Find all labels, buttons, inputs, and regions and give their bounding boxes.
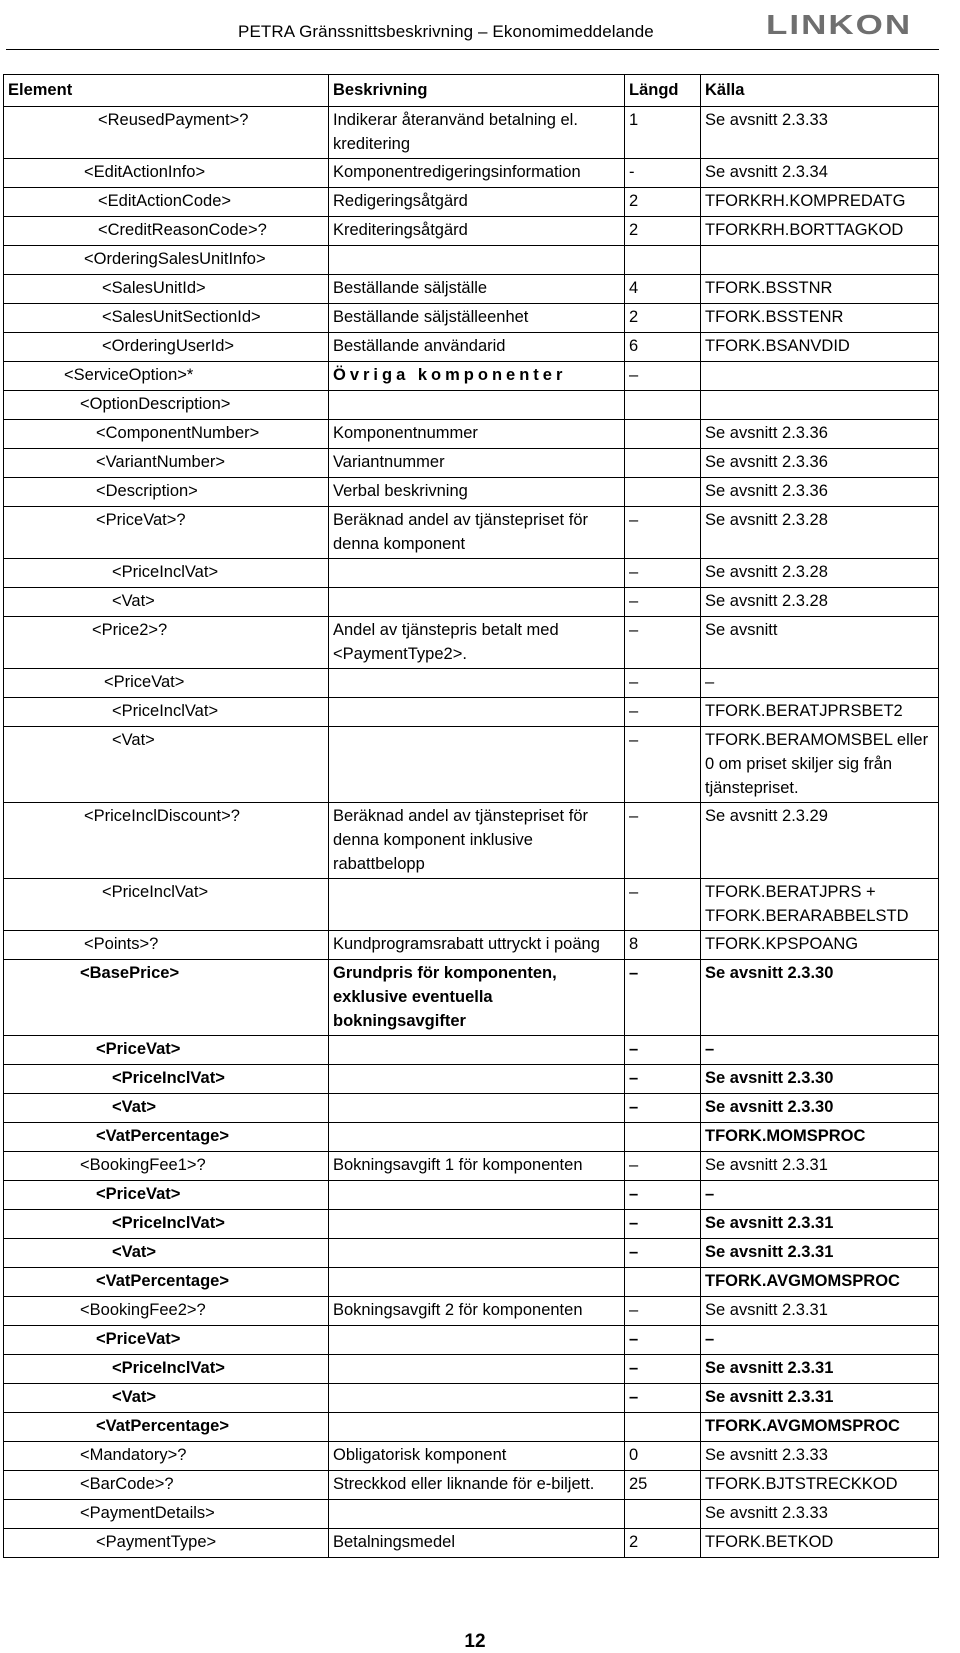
cell-element: <Points>? bbox=[4, 931, 329, 960]
cell-source: Se avsnitt 2.3.30 bbox=[701, 1094, 939, 1123]
cell-element: <BookingFee2>? bbox=[4, 1297, 329, 1326]
table-row bbox=[4, 362, 939, 391]
cell-source: – bbox=[701, 1181, 939, 1210]
table-row bbox=[4, 1413, 939, 1442]
cell-description bbox=[329, 1094, 625, 1123]
cell-element: <PriceInclVat> bbox=[4, 698, 329, 727]
cell-description bbox=[329, 1036, 625, 1065]
cell-description: Betalningsmedel bbox=[329, 1529, 625, 1558]
cell-description: Beställande säljställeenhet bbox=[329, 304, 625, 333]
table-row bbox=[4, 559, 939, 588]
cell-element: <PaymentType> bbox=[4, 1529, 329, 1558]
cell-description: Beräknad andel av tjänstepriset för denna komponent bbox=[329, 507, 625, 559]
table-row bbox=[4, 698, 939, 727]
cell-description: Grundpris för komponenten, exklusive eventuella bokningsavgifter bbox=[329, 960, 625, 1036]
document-title: PETRA Gränssnittsbeskrivning – Ekonomimeddelande bbox=[238, 22, 654, 41]
cell-description: Indikerar återanvänd betalning el. kreditering bbox=[329, 107, 625, 159]
column-header-length: Längd bbox=[625, 75, 701, 107]
cell-element: <SalesUnitSectionId> bbox=[4, 304, 329, 333]
cell-element: <PriceVat> bbox=[4, 1036, 329, 1065]
cell-element: <PriceVat> bbox=[4, 669, 329, 698]
cell-source: Se avsnitt bbox=[701, 617, 939, 669]
cell-length: – bbox=[625, 1326, 701, 1355]
cell-description: Övriga komponenter bbox=[329, 362, 625, 391]
table-row bbox=[4, 960, 939, 1036]
cell-length: – bbox=[625, 588, 701, 617]
cell-element: <Vat> bbox=[4, 727, 329, 803]
cell-element: <PriceInclVat> bbox=[4, 559, 329, 588]
table-body bbox=[4, 107, 939, 1558]
table-row bbox=[4, 669, 939, 698]
cell-element: <Description> bbox=[4, 478, 329, 507]
table-row bbox=[4, 391, 939, 420]
cell-element: <BookingFee1>? bbox=[4, 1152, 329, 1181]
cell-source: Se avsnitt 2.3.31 bbox=[701, 1152, 939, 1181]
cell-source: TFORK.AVGMOMSPROC bbox=[701, 1413, 939, 1442]
cell-length: – bbox=[625, 617, 701, 669]
table-row bbox=[4, 107, 939, 159]
cell-source bbox=[701, 362, 939, 391]
cell-description: Obligatorisk komponent bbox=[329, 1442, 625, 1471]
table-row bbox=[4, 1471, 939, 1500]
cell-description: Streckkod eller liknande för e-biljett. bbox=[329, 1471, 625, 1500]
cell-element: <Price2>? bbox=[4, 617, 329, 669]
cell-description bbox=[329, 1210, 625, 1239]
cell-description bbox=[329, 559, 625, 588]
page-number: 12 bbox=[464, 1631, 486, 1652]
cell-element: <PriceInclVat> bbox=[4, 1065, 329, 1094]
cell-description bbox=[329, 1413, 625, 1442]
cell-source: Se avsnitt 2.3.36 bbox=[701, 420, 939, 449]
cell-length: – bbox=[625, 507, 701, 559]
cell-source: Se avsnitt 2.3.28 bbox=[701, 507, 939, 559]
cell-length: – bbox=[625, 1152, 701, 1181]
cell-description: Beräknad andel av tjänstepriset för denna komponent inklusive rabattbelopp bbox=[329, 803, 625, 879]
cell-element: <CreditReasonCode>? bbox=[4, 217, 329, 246]
table-row bbox=[4, 617, 939, 669]
table-row bbox=[4, 1384, 939, 1413]
cell-description: Beställande användarid bbox=[329, 333, 625, 362]
cell-length: – bbox=[625, 1094, 701, 1123]
cell-element: <PriceInclDiscount>? bbox=[4, 803, 329, 879]
cell-description: Verbal beskrivning bbox=[329, 478, 625, 507]
cell-source: TFORKRH.BORTTAGKOD bbox=[701, 217, 939, 246]
cell-source: Se avsnitt 2.3.31 bbox=[701, 1355, 939, 1384]
table-row bbox=[4, 1065, 939, 1094]
table-row bbox=[4, 304, 939, 333]
cell-length: – bbox=[625, 362, 701, 391]
cell-length: 2 bbox=[625, 188, 701, 217]
table-header-row bbox=[4, 75, 939, 107]
cell-element: <EditActionCode> bbox=[4, 188, 329, 217]
column-header-element: Element bbox=[4, 75, 329, 107]
cell-length: 8 bbox=[625, 931, 701, 960]
cell-description bbox=[329, 1268, 625, 1297]
cell-length: 25 bbox=[625, 1471, 701, 1500]
table-row bbox=[4, 217, 939, 246]
table-row bbox=[4, 588, 939, 617]
cell-length: 4 bbox=[625, 275, 701, 304]
cell-source: Se avsnitt 2.3.31 bbox=[701, 1297, 939, 1326]
cell-element: <OptionDescription> bbox=[4, 391, 329, 420]
cell-length bbox=[625, 1500, 701, 1529]
table-row bbox=[4, 275, 939, 304]
column-header-description: Beskrivning bbox=[329, 75, 625, 107]
cell-length: – bbox=[625, 1384, 701, 1413]
cell-source: TFORK.BSANVDID bbox=[701, 333, 939, 362]
cell-source: Se avsnitt 2.3.28 bbox=[701, 588, 939, 617]
table-row bbox=[4, 1094, 939, 1123]
cell-length: 2 bbox=[625, 304, 701, 333]
cell-length: 2 bbox=[625, 1529, 701, 1558]
cell-source: Se avsnitt 2.3.31 bbox=[701, 1239, 939, 1268]
cell-element: <SalesUnitId> bbox=[4, 275, 329, 304]
cell-description: Bokningsavgift 2 för komponenten bbox=[329, 1297, 625, 1326]
table-row bbox=[4, 188, 939, 217]
table-row bbox=[4, 1152, 939, 1181]
cell-source: TFORK.BERATJPRS + TFORK.BERARABBELSTD bbox=[701, 879, 939, 931]
cell-description: Andel av tjänstepris betalt med <PaymentType2>. bbox=[329, 617, 625, 669]
table-row bbox=[4, 1036, 939, 1065]
cell-description bbox=[329, 1065, 625, 1094]
cell-element: <OrderingSalesUnitInfo> bbox=[4, 246, 329, 275]
cell-source: Se avsnitt 2.3.29 bbox=[701, 803, 939, 879]
cell-element: <PriceInclVat> bbox=[4, 1210, 329, 1239]
cell-length: - bbox=[625, 159, 701, 188]
table-row bbox=[4, 159, 939, 188]
cell-description: Variantnummer bbox=[329, 449, 625, 478]
cell-source: TFORK.MOMSPROC bbox=[701, 1123, 939, 1152]
table-row bbox=[4, 727, 939, 803]
table-row bbox=[4, 1181, 939, 1210]
cell-length: – bbox=[625, 1355, 701, 1384]
cell-source bbox=[701, 391, 939, 420]
cell-length bbox=[625, 391, 701, 420]
cell-element: <EditActionInfo> bbox=[4, 159, 329, 188]
cell-description bbox=[329, 698, 625, 727]
table-row bbox=[4, 246, 939, 275]
cell-source: Se avsnitt 2.3.31 bbox=[701, 1210, 939, 1239]
cell-length: – bbox=[625, 1181, 701, 1210]
cell-source: – bbox=[701, 669, 939, 698]
table-row bbox=[4, 1297, 939, 1326]
cell-length: – bbox=[625, 960, 701, 1036]
cell-element: <ServiceOption>* bbox=[4, 362, 329, 391]
cell-element: <PriceVat> bbox=[4, 1181, 329, 1210]
cell-source: Se avsnitt 2.3.33 bbox=[701, 1442, 939, 1471]
table-row bbox=[4, 420, 939, 449]
cell-length: – bbox=[625, 727, 701, 803]
cell-element: <OrderingUserId> bbox=[4, 333, 329, 362]
cell-description bbox=[329, 391, 625, 420]
cell-element: <VatPercentage> bbox=[4, 1123, 329, 1152]
cell-length: – bbox=[625, 669, 701, 698]
cell-source: – bbox=[701, 1326, 939, 1355]
cell-source: TFORK.BERATJPRSBET2 bbox=[701, 698, 939, 727]
cell-element: <VariantNumber> bbox=[4, 449, 329, 478]
cell-description bbox=[329, 1500, 625, 1529]
cell-length bbox=[625, 1413, 701, 1442]
cell-source: TFORKRH.KOMPREDATG bbox=[701, 188, 939, 217]
cell-description: Redigeringsåtgärd bbox=[329, 188, 625, 217]
cell-description bbox=[329, 1326, 625, 1355]
cell-element: <PriceVat> bbox=[4, 1326, 329, 1355]
cell-source: – bbox=[701, 1036, 939, 1065]
cell-element: <BarCode>? bbox=[4, 1471, 329, 1500]
cell-source: TFORK.BJTSTRECKKOD bbox=[701, 1471, 939, 1500]
cell-length: – bbox=[625, 1036, 701, 1065]
cell-source: Se avsnitt 2.3.33 bbox=[701, 1500, 939, 1529]
table-row bbox=[4, 1529, 939, 1558]
cell-description: Kundprogramsrabatt uttryckt i poäng bbox=[329, 931, 625, 960]
element-spec-table bbox=[3, 74, 939, 1558]
table-row bbox=[4, 507, 939, 559]
cell-length bbox=[625, 1123, 701, 1152]
table-row bbox=[4, 478, 939, 507]
cell-element: <BasePrice> bbox=[4, 960, 329, 1036]
cell-source: TFORK.BSSTNR bbox=[701, 275, 939, 304]
cell-element: <Vat> bbox=[4, 588, 329, 617]
cell-element: <VatPercentage> bbox=[4, 1413, 329, 1442]
cell-source: TFORK.KPSPOANG bbox=[701, 931, 939, 960]
cell-description: Komponentredigeringsinformation bbox=[329, 159, 625, 188]
table-row bbox=[4, 449, 939, 478]
table-row bbox=[4, 1326, 939, 1355]
cell-length: – bbox=[625, 559, 701, 588]
cell-length bbox=[625, 478, 701, 507]
cell-element: <Vat> bbox=[4, 1094, 329, 1123]
cell-source: TFORK.BSSTENR bbox=[701, 304, 939, 333]
cell-length: 2 bbox=[625, 217, 701, 246]
table-row bbox=[4, 1123, 939, 1152]
table-row bbox=[4, 333, 939, 362]
cell-description bbox=[329, 1123, 625, 1152]
cell-description bbox=[329, 727, 625, 803]
cell-element: <PriceInclVat> bbox=[4, 1355, 329, 1384]
cell-description bbox=[329, 246, 625, 275]
cell-source: TFORK.BERAMOMSBEL eller 0 om priset skiljer sig från tjänstepriset. bbox=[701, 727, 939, 803]
table-row bbox=[4, 931, 939, 960]
cell-length: 6 bbox=[625, 333, 701, 362]
table-row bbox=[4, 1268, 939, 1297]
cell-source: Se avsnitt 2.3.36 bbox=[701, 478, 939, 507]
cell-element: <Mandatory>? bbox=[4, 1442, 329, 1471]
cell-length: 1 bbox=[625, 107, 701, 159]
cell-length bbox=[625, 420, 701, 449]
cell-element: <ReusedPayment>? bbox=[4, 107, 329, 159]
cell-source: Se avsnitt 2.3.36 bbox=[701, 449, 939, 478]
cell-description bbox=[329, 1239, 625, 1268]
header-divider bbox=[6, 49, 939, 50]
cell-source: Se avsnitt 2.3.30 bbox=[701, 1065, 939, 1094]
cell-source: Se avsnitt 2.3.34 bbox=[701, 159, 939, 188]
cell-element: <Vat> bbox=[4, 1384, 329, 1413]
cell-element: <PriceInclVat> bbox=[4, 879, 329, 931]
cell-length: – bbox=[625, 1210, 701, 1239]
cell-source: TFORK.AVGMOMSPROC bbox=[701, 1268, 939, 1297]
cell-source: Se avsnitt 2.3.31 bbox=[701, 1384, 939, 1413]
cell-length: – bbox=[625, 698, 701, 727]
cell-element: <VatPercentage> bbox=[4, 1268, 329, 1297]
cell-length bbox=[625, 246, 701, 275]
cell-source bbox=[701, 246, 939, 275]
table-row bbox=[4, 1355, 939, 1384]
cell-description bbox=[329, 1384, 625, 1413]
cell-length: – bbox=[625, 879, 701, 931]
cell-description bbox=[329, 1355, 625, 1384]
table-row bbox=[4, 1210, 939, 1239]
cell-description: Krediteringsåtgärd bbox=[329, 217, 625, 246]
cell-source: Se avsnitt 2.3.33 bbox=[701, 107, 939, 159]
cell-description: Bokningsavgift 1 för komponenten bbox=[329, 1152, 625, 1181]
cell-length: – bbox=[625, 1239, 701, 1268]
linkon-logo: LINKON bbox=[766, 10, 913, 41]
cell-description: Beställande säljställe bbox=[329, 275, 625, 304]
cell-source: Se avsnitt 2.3.30 bbox=[701, 960, 939, 1036]
cell-description bbox=[329, 588, 625, 617]
cell-length: 0 bbox=[625, 1442, 701, 1471]
cell-length bbox=[625, 1268, 701, 1297]
cell-description bbox=[329, 879, 625, 931]
cell-element: <PriceVat>? bbox=[4, 507, 329, 559]
cell-description bbox=[329, 1181, 625, 1210]
table-row bbox=[4, 1500, 939, 1529]
cell-element: <PaymentDetails> bbox=[4, 1500, 329, 1529]
column-header-source: Källa bbox=[701, 75, 939, 107]
cell-source: TFORK.BETKOD bbox=[701, 1529, 939, 1558]
cell-length: – bbox=[625, 803, 701, 879]
cell-description bbox=[329, 669, 625, 698]
cell-element: <ComponentNumber> bbox=[4, 420, 329, 449]
table-row bbox=[4, 803, 939, 879]
cell-length: – bbox=[625, 1065, 701, 1094]
table-row bbox=[4, 1239, 939, 1268]
cell-element: <Vat> bbox=[4, 1239, 329, 1268]
cell-source: Se avsnitt 2.3.28 bbox=[701, 559, 939, 588]
cell-length bbox=[625, 449, 701, 478]
table-row bbox=[4, 1442, 939, 1471]
table-row bbox=[4, 879, 939, 931]
cell-description: Komponentnummer bbox=[329, 420, 625, 449]
cell-length: – bbox=[625, 1297, 701, 1326]
